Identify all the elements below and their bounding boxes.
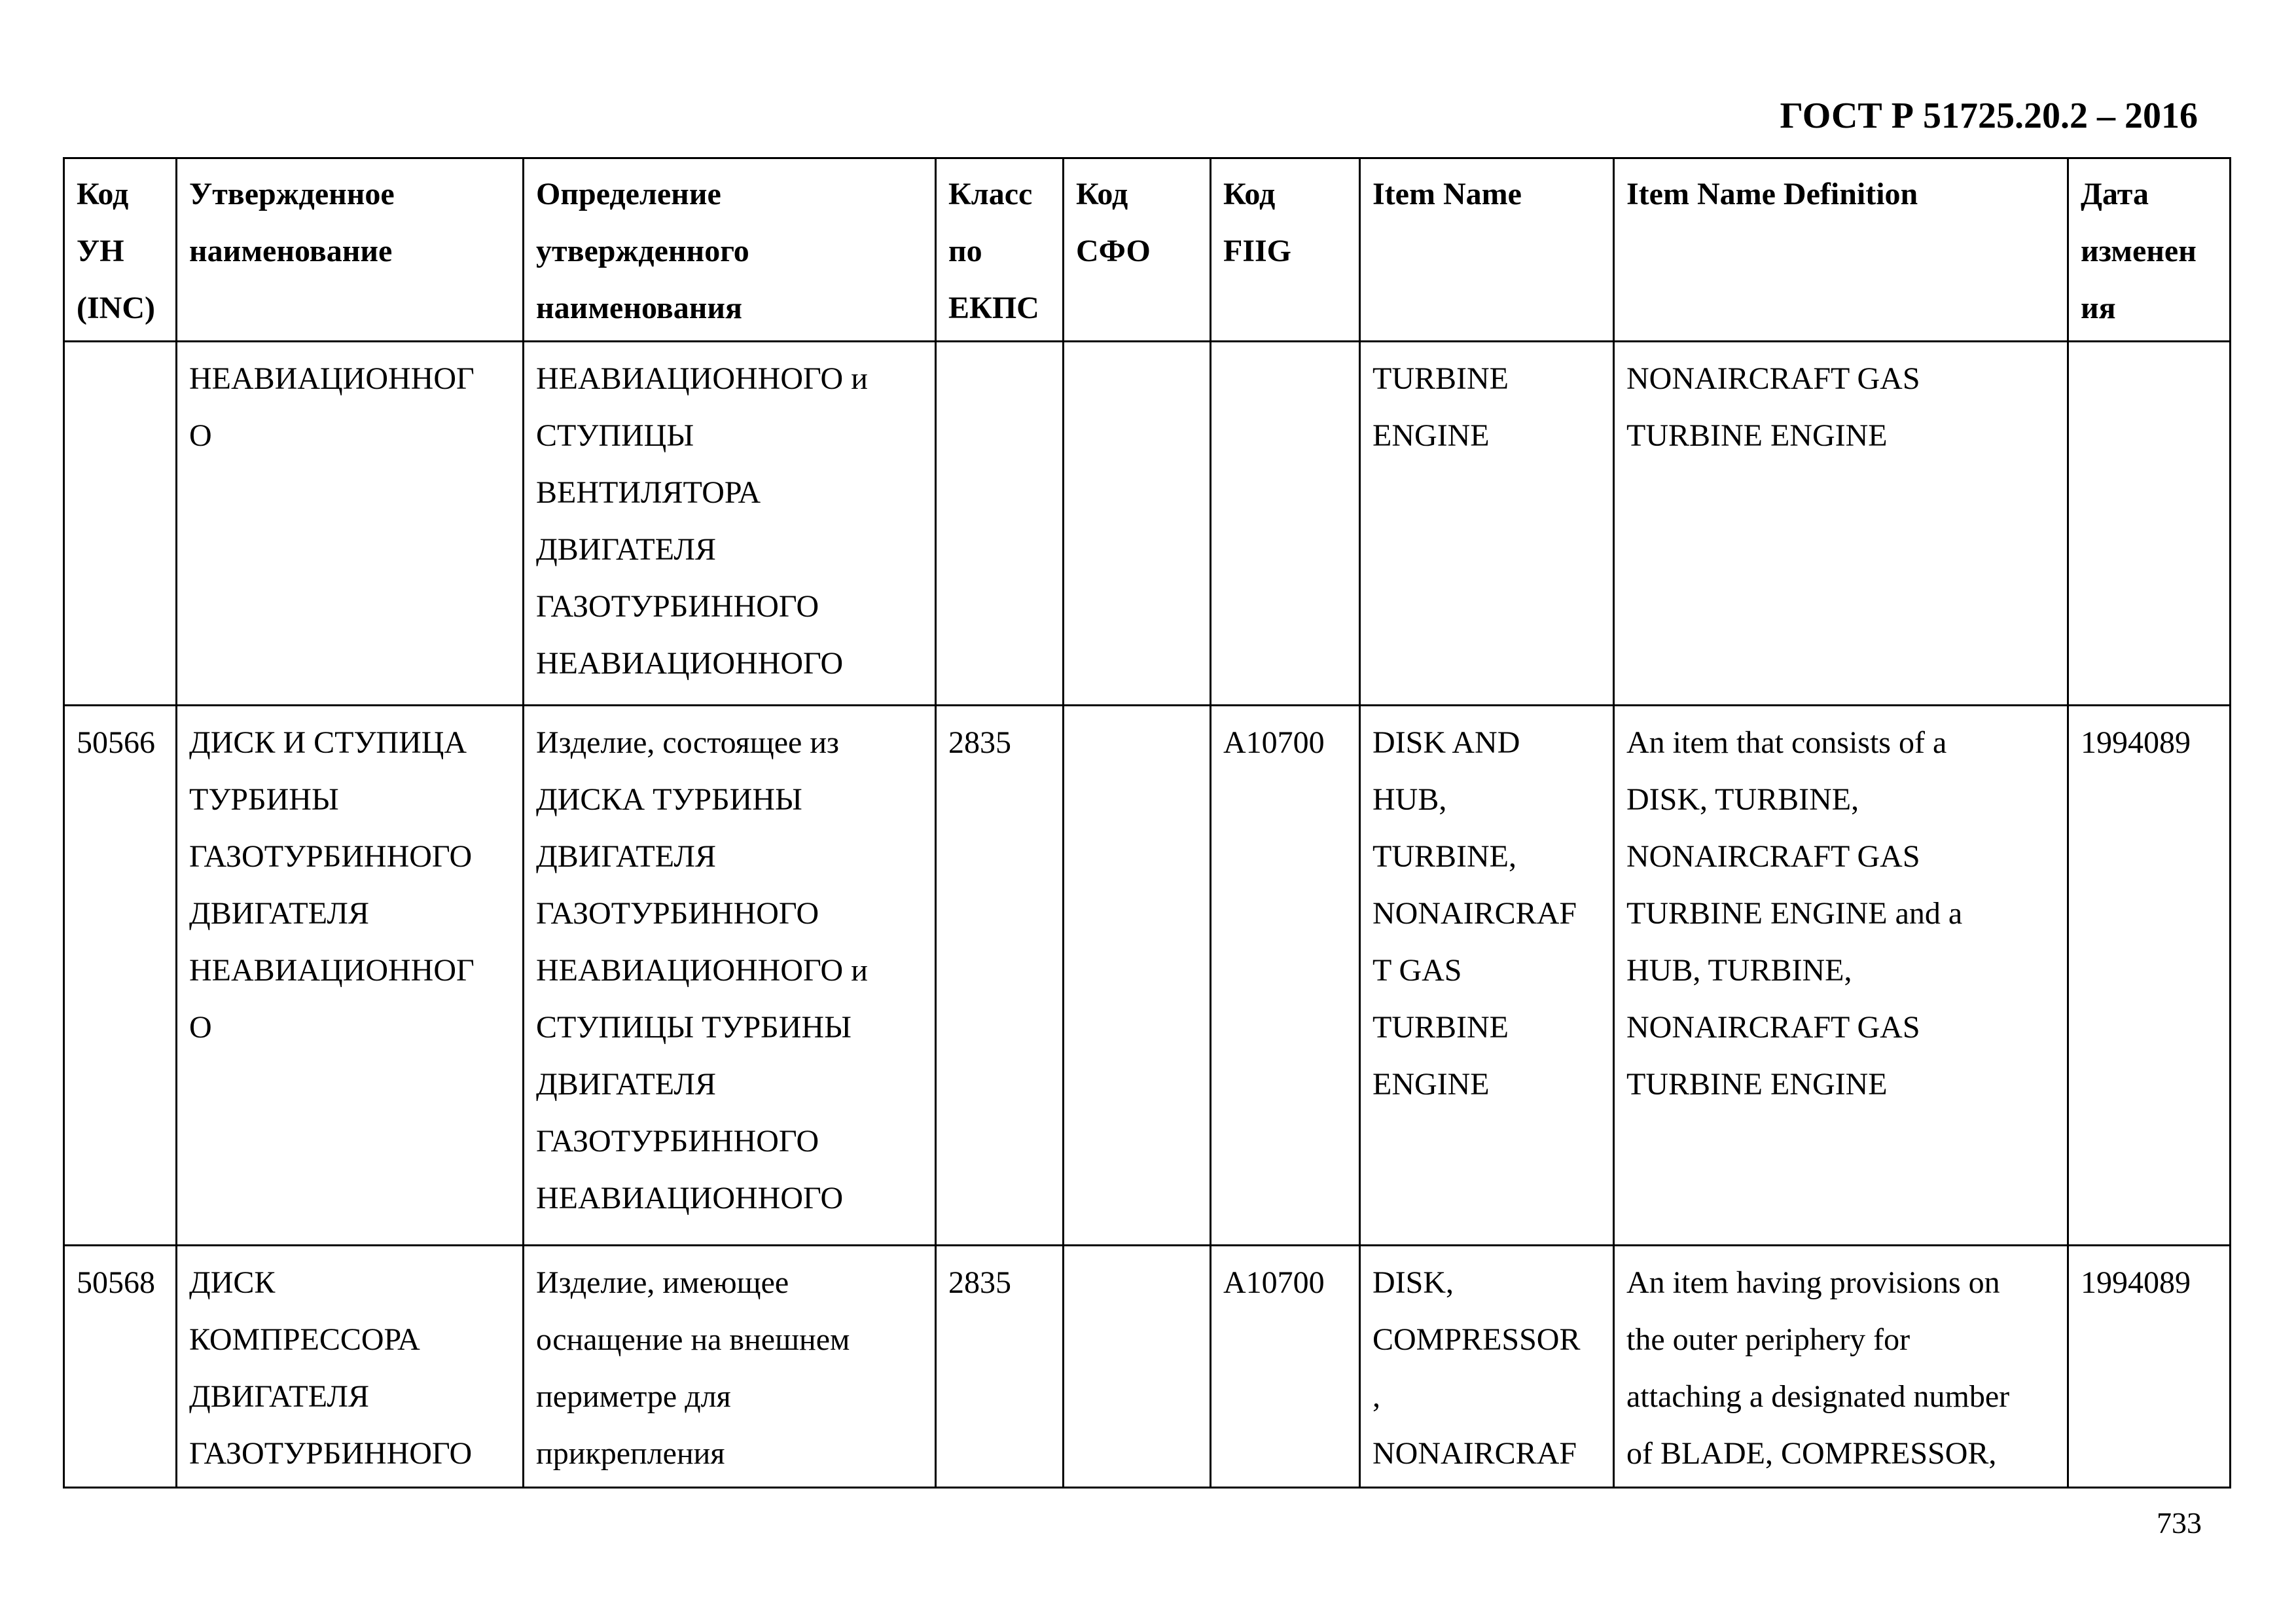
cell-line: COMPRESSOR xyxy=(1372,1322,1581,1357)
header-line: Класс xyxy=(948,177,1033,211)
cell-item-name xyxy=(1360,706,1614,1246)
header-line: ия xyxy=(2081,291,2116,325)
document-header-title: ГОСТ Р 51725.20.2 – 2016 xyxy=(1780,96,2198,136)
header-change-date xyxy=(2068,158,2231,342)
cell-line: НЕАВИАЦИОННОГ xyxy=(189,953,475,988)
cell-line: TURBINE xyxy=(1372,361,1509,396)
cell-line: NONAIRCRAFT GAS xyxy=(1626,361,1920,396)
cell-line: КОМПРЕССОРА xyxy=(189,1322,420,1357)
table-row xyxy=(64,342,2231,706)
cell-ekps-class xyxy=(936,1246,1064,1488)
cell-line: 50566 xyxy=(77,725,155,760)
classification-table xyxy=(63,157,2231,1489)
header-line: ЕКПС xyxy=(948,291,1039,325)
cell-item-name xyxy=(1360,1246,1614,1488)
header-line: наименования xyxy=(536,291,742,325)
header-line: УН xyxy=(77,234,124,268)
cell-line: периметре для xyxy=(536,1379,731,1414)
cell-fiig-code xyxy=(1211,706,1360,1246)
header-item-name xyxy=(1360,158,1614,342)
header-line: Код xyxy=(1076,177,1128,211)
cell-line: НЕАВИАЦИОННОГО и xyxy=(536,953,868,988)
cell-line: attaching a designated number xyxy=(1626,1379,2010,1414)
cell-line: НЕАВИАЦИОННОГО и xyxy=(536,361,868,396)
cell-line: ТУРБИНЫ xyxy=(189,782,339,817)
cell-item-name xyxy=(1360,342,1614,706)
cell-line: An item having provisions on xyxy=(1626,1265,2000,1300)
cell-line: NONAIRCRAF xyxy=(1372,896,1577,931)
cell-line: HUB, TURBINE, xyxy=(1626,953,1852,988)
cell-line: Изделие, состоящее из xyxy=(536,725,839,760)
header-approved-name xyxy=(177,158,524,342)
header-line: наименование xyxy=(189,234,393,268)
header-inc-code xyxy=(64,158,177,342)
cell-line: ВЕНТИЛЯТОРА xyxy=(536,475,761,510)
cell-item-name-definition xyxy=(1614,706,2068,1246)
header-line: Код xyxy=(77,177,129,211)
cell-approved-name-definition xyxy=(524,342,936,706)
cell-line: О xyxy=(189,1010,212,1045)
cell-line: An item that consists of a xyxy=(1626,725,1947,760)
cell-approved-name-definition xyxy=(524,1246,936,1488)
header-line: Дата xyxy=(2081,177,2149,211)
cell-line: НЕАВИАЦИОННОГ xyxy=(189,361,475,396)
cell-line: ГАЗОТУРБИННОГО xyxy=(189,839,473,874)
header-line: (INC) xyxy=(77,291,155,325)
cell-line: HUB, xyxy=(1372,782,1447,817)
cell-ekps-class xyxy=(936,706,1064,1246)
cell-line: СТУПИЦЫ xyxy=(536,418,694,453)
cell-line: ГАЗОТУРБИННОГО xyxy=(189,1436,473,1471)
cell-fiig-code xyxy=(1211,342,1360,706)
cell-line: ДИСК xyxy=(189,1265,276,1300)
cell-line: оснащение на внешнем xyxy=(536,1322,850,1357)
cell-line: NONAIRCRAF xyxy=(1372,1436,1577,1471)
cell-line: О xyxy=(189,418,212,453)
cell-change-date xyxy=(2068,342,2231,706)
cell-line: TURBINE xyxy=(1372,1010,1509,1045)
header-line: Код xyxy=(1223,177,1276,211)
cell-line: ДВИГАТЕЛЯ xyxy=(536,1067,716,1102)
cell-line: DISK, xyxy=(1372,1265,1454,1300)
cell-line: of BLADE, COMPRESSOR, xyxy=(1626,1436,1997,1471)
cell-sfo-code xyxy=(1064,706,1211,1246)
cell-line: ДИСК И СТУПИЦА xyxy=(189,725,467,760)
header-line: СФО xyxy=(1076,234,1151,268)
cell-line: TURBINE ENGINE xyxy=(1626,1067,1888,1102)
header-approved-name-definition xyxy=(524,158,936,342)
cell-line: НЕАВИАЦИОННОГО xyxy=(536,646,844,681)
cell-change-date xyxy=(2068,1246,2231,1488)
cell-item-name-definition xyxy=(1614,342,2068,706)
cell-line: прикрепления xyxy=(536,1436,725,1471)
cell-ekps-class xyxy=(936,342,1064,706)
cell-line: NONAIRCRAFT GAS xyxy=(1626,1010,1920,1045)
cell-line: 1994089 xyxy=(2081,1265,2191,1300)
cell-line: ГАЗОТУРБИННОГО xyxy=(536,1124,819,1159)
cell-line: 50568 xyxy=(77,1265,155,1300)
header-line: утвержденного xyxy=(536,234,749,268)
cell-line: the outer periphery for xyxy=(1626,1322,1910,1357)
header-line: по xyxy=(948,234,982,268)
cell-line: DISK AND xyxy=(1372,725,1520,760)
cell-line: 2835 xyxy=(948,725,1011,760)
cell-inc-code xyxy=(64,706,177,1246)
cell-line: ДВИГАТЕЛЯ xyxy=(189,1379,369,1414)
cell-item-name-definition xyxy=(1614,1246,2068,1488)
cell-line: A10700 xyxy=(1223,725,1325,760)
cell-line: TURBINE ENGINE xyxy=(1626,418,1888,453)
cell-line: T GAS xyxy=(1372,953,1462,988)
cell-line: A10700 xyxy=(1223,1265,1325,1300)
table-row xyxy=(64,1246,2231,1488)
cell-sfo-code xyxy=(1064,342,1211,706)
header-line: FIIG xyxy=(1223,234,1292,268)
cell-line: Изделие, имеющее xyxy=(536,1265,789,1300)
header-sfo-code xyxy=(1064,158,1211,342)
cell-sfo-code xyxy=(1064,1246,1211,1488)
header-fiig-code xyxy=(1211,158,1360,342)
cell-line: НЕАВИАЦИОННОГО xyxy=(536,1181,844,1216)
cell-fiig-code xyxy=(1211,1246,1360,1488)
header-line: Item Name xyxy=(1372,177,1522,211)
header-line: Утвержденное xyxy=(189,177,395,211)
table-row xyxy=(64,706,2231,1246)
cell-inc-code xyxy=(64,342,177,706)
cell-approved-name-definition xyxy=(524,706,936,1246)
cell-approved-name xyxy=(177,1246,524,1488)
cell-line: NONAIRCRAFT GAS xyxy=(1626,839,1920,874)
cell-line: ГАЗОТУРБИННОГО xyxy=(536,589,819,624)
cell-line: TURBINE ENGINE and a xyxy=(1626,896,1963,931)
cell-line: ГАЗОТУРБИННОГО xyxy=(536,896,819,931)
cell-line: 2835 xyxy=(948,1265,1011,1300)
header-ekps-class xyxy=(936,158,1064,342)
header-line: Определение xyxy=(536,177,721,211)
cell-line: DISK, TURBINE, xyxy=(1626,782,1859,817)
cell-approved-name xyxy=(177,706,524,1246)
cell-line: 1994089 xyxy=(2081,725,2191,760)
header-item-name-definition xyxy=(1614,158,2068,342)
cell-line: ДВИГАТЕЛЯ xyxy=(189,896,369,931)
cell-line: ENGINE xyxy=(1372,1067,1490,1102)
cell-change-date xyxy=(2068,706,2231,1246)
table-body xyxy=(64,342,2231,1488)
cell-line: ENGINE xyxy=(1372,418,1490,453)
cell-line: ДВИГАТЕЛЯ xyxy=(536,532,716,567)
cell-line: ДВИГАТЕЛЯ xyxy=(536,839,716,874)
cell-line: ДИСКА ТУРБИНЫ xyxy=(536,782,802,817)
table-header-row xyxy=(64,158,2231,342)
cell-line: TURBINE, xyxy=(1372,839,1516,874)
header-line: Item Name Definition xyxy=(1626,177,1918,211)
cell-line: , xyxy=(1372,1379,1380,1414)
header-line: изменен xyxy=(2081,234,2197,268)
cell-approved-name xyxy=(177,342,524,706)
page-number: 733 xyxy=(2157,1506,2202,1540)
cell-inc-code xyxy=(64,1246,177,1488)
cell-line: СТУПИЦЫ ТУРБИНЫ xyxy=(536,1010,852,1045)
